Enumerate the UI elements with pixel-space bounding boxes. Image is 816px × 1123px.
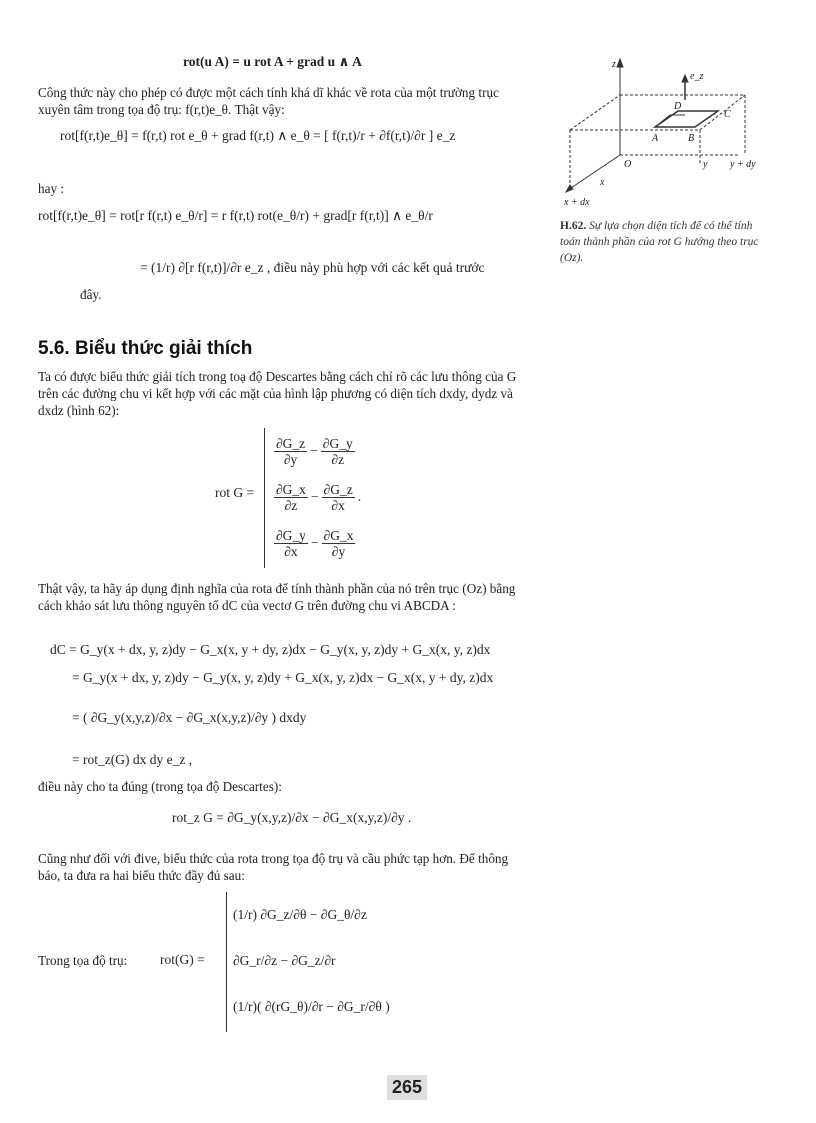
label-B: B	[688, 133, 695, 144]
equation-3: = (1/r) ∂[r f(r,t)]/∂r e_z , điều này phù hợp với các kết quả trước	[140, 260, 485, 275]
dC-line-1: dC = G_y(x + dx, y, z)dy − G_x(x, y + dy, z)dx − G_y(x, y, z)dy + G_x(x, y, z)dx	[50, 642, 491, 657]
cyl-row-2: ∂G_r/∂z − ∂G_z/∂r	[233, 953, 336, 968]
para-4: điều này cho ta đúng (trong tọa độ Descartes):	[38, 779, 282, 794]
rotG-label: rot G =	[215, 485, 255, 500]
rotG-matrix	[264, 428, 361, 568]
equation-2: rot[f(r,t)e_θ] = rot[r f(r,t) e_θ/r] = r f(r,t) rot(e_θ/r) + grad[r f(r,t)] ∧ e_θ/r	[38, 208, 433, 223]
label-O: O	[624, 159, 632, 170]
formula-top: rot(u A) = u rot A + grad u ∧ A	[183, 54, 362, 69]
figure-62	[560, 55, 775, 215]
dC-line-3: = ( ∂G_y(x,y,z)/∂x − ∂G_x(x,y,z)/∂y ) dxdy	[72, 710, 307, 725]
label-A: A	[652, 133, 659, 144]
label-xdx: x + dx	[564, 197, 590, 208]
cyl-label: Trong tọa độ trụ:	[38, 953, 128, 968]
label-C: C	[724, 109, 731, 120]
dC-line-4: = rot_z(G) dx dy e_z ,	[72, 752, 193, 767]
rotz-equation: rot_z G = ∂G_y(x,y,z)/∂x − ∂G_x(x,y,z)/∂y .	[172, 810, 412, 825]
rotG-row-1: $\frac{\partial G\_z}{\partial y}$ − $\frac{\partial G\_y}{\partial z}$	[276, 435, 353, 467]
para-1: Công thức này cho phép có được một cách tính khá dĩ khác về rota của một trường trục xuyên tâm trong tọa độ trụ: f(r,t)e_θ. Thật vậy:	[38, 85, 499, 117]
label-ez: e_z	[690, 71, 704, 82]
cyl-row-3: (1/r)( ∂(rG_θ)/∂r − ∂G_r/∂θ )	[233, 999, 390, 1014]
x-arrow	[566, 185, 573, 192]
label-D: D	[674, 101, 682, 112]
label-ydy: y + dy	[730, 159, 756, 170]
dC-line-2: = G_y(x + dx, y, z)dy − G_y(x, y, z)dy + G_x(x, y, z)dx − G_x(x, y + dy, z)dx	[72, 670, 494, 685]
x-axis	[568, 155, 620, 190]
figure-caption: H.62. Sự lựa chọn diện tích để có thể tính toán thành phần của rot G hướng theo trục (Oz).	[560, 220, 759, 264]
label-y: y	[703, 159, 708, 170]
rotG-row-3: $\frac{\partial G\_y}{\partial x}$ − $\frac{\partial G\_x}{\partial y}$	[276, 527, 354, 559]
label-z: z	[612, 59, 616, 70]
z-arrow	[617, 59, 623, 67]
page-number: 265	[387, 1075, 427, 1100]
cyl-rot: rot(G) =	[160, 952, 205, 967]
rotG-row-2: $\frac{\partial G\_x}{\partial z}$ − $\frac{\partial G\_z}{\partial x}$ .	[276, 481, 362, 513]
para-3: Thật vậy, ta hãy áp dụng định nghĩa của rota để tính thành phần của nó trên trục (Oz) bằng cách khảo sát lưu thông nguyên tố dC của vectơ G trên đường chu vi ABCDA :	[38, 581, 516, 613]
cyl-matrix	[226, 892, 390, 1032]
cyl-row-1: (1/r) ∂G_z/∂θ − ∂G_θ/∂z	[233, 907, 367, 922]
label-x: x	[600, 177, 605, 188]
hay-label: hay :	[38, 181, 65, 196]
section-title: 5.6. Biểu thức giải thích	[38, 338, 253, 359]
equation-1: rot[f(r,t)e_θ] = f(r,t) rot e_θ + grad f(r,t) ∧ e_θ = [ f(r,t)/r + ∂f(r,t)/∂r ] e_z	[60, 128, 456, 143]
equation-3-tail: đây.	[80, 287, 102, 302]
para-2: Ta có được biểu thức giải tích trong toạ độ Descartes bằng cách chỉ rõ các lưu thông của G trên các đường chu vi kết hợp với các mặt của hình lập phương có diện tích dxdy, dydz và dxdz (hình 62):	[38, 369, 517, 418]
para-5: Cũng như đối với đive, biểu thức của rota trong tọa độ trụ và cầu phức tạp hơn. Để thông báo, ta đưa ra hai biểu thức đầy đủ sau:	[38, 851, 509, 883]
